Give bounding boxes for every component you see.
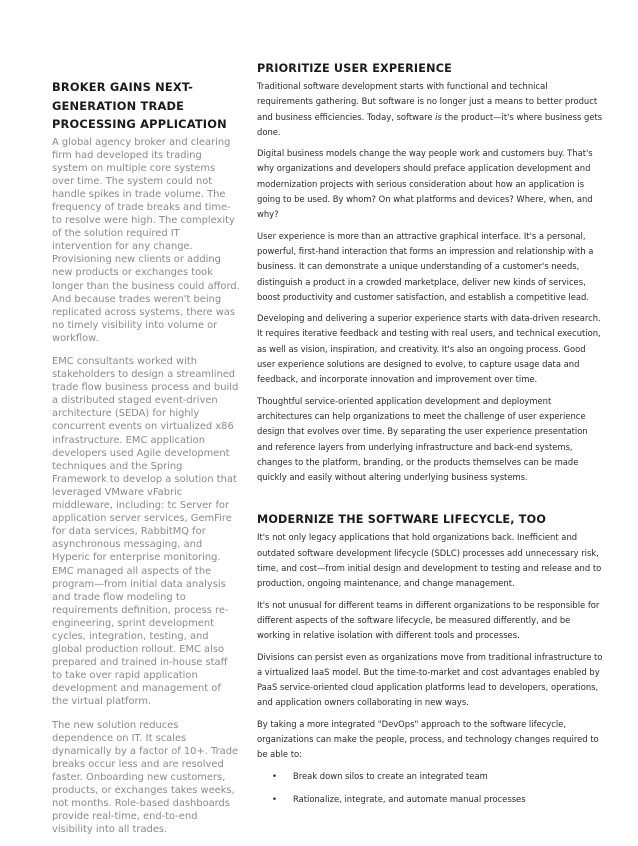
body-paragraph: Digital business models change the way people work and customers buy. That's why organizations and developers should preface application development and modernization projects with serious consideration about how an application is going to be used. By whom? On what platforms and devices? Where, when, and why? [257, 148, 593, 220]
section-heading-user-experience: PRIORITIZE USER EXPERIENCE [257, 62, 452, 75]
section-heading-software-lifecycle: MODERNIZE THE SOFTWARE LIFECYCLE, TOO [257, 513, 547, 527]
bullet-icon: • [272, 793, 277, 804]
main-content [257, 62, 603, 815]
emphasis-text: is [435, 111, 442, 122]
sidebar-paragraph: The new solution reduces dependence on IT. It scales dynamically by a factor of 10+. Trade breaks occur less and are resolved faster. Onboarding new customers, products, or exchanges takes weeks, not months. Role-based dashboards provide real-time, end-to-end visibility into all trades. [52, 719, 239, 836]
sidebar-heading-line1: BROKER GAINS NEXT- [52, 80, 194, 94]
body-paragraph: It's not only legacy applications that hold organizations back. Inefficient and outdated software development lifecycle (SDLC) processes add unnecessary risk, time, and cost—from initial design and development to testing and release and to production, ongoing maintenance, and change management. [257, 532, 602, 589]
body-paragraph: Thoughtful service-oriented application development and deployment architectures can help organizations to meet the challenge of user experience design that evolves over time. By separating the user experience presentation and reference layers from underlying infrastructure and back-end systems, changes to the platform, branding, or the products themselves can be made quickly and easily without altering underlying business systems. [257, 395, 588, 483]
sidebar-case-study [52, 78, 240, 846]
paragraph-text: the product—it's where business gets done. [257, 111, 603, 137]
bullet-icon: • [272, 770, 277, 781]
sidebar-paragraph: A global agency broker and clearing firm had developed its trading system on multiple core systems over time. The system could not handle spikes in trade volume. The frequency of trade breaks and time-to resolve were high. The complexity of the solution required IT intervention for any change. Provisioning new clients or adding new products or exchanges took longer than the business could afford. And because trades weren't being replicated across systems, there was no timely visibility into volume or workflow. [52, 136, 240, 344]
bullet-list [257, 769, 603, 808]
list-item [257, 769, 603, 784]
section-software-lifecycle [257, 513, 603, 807]
body-paragraph: Developing and delivering a superior experience starts with data-driven research. It requires iterative feedback and testing with real users, and technical execution, as well as vision, inspiration, and creativity. It's also an ongoing process. Good user experience solutions are designed to evolve, to capture usage data and feedback, and incorporate innovation and improvement over time. [257, 313, 601, 385]
body-paragraph: Divisions can persist even as organizations move from traditional infrastructure to a virtualized IaaS model. But the time-to-market and cost advantages enabled by PaaS service-oriented cloud application platforms lead to developers, operations, and application owners collaborating in new ways. [257, 651, 603, 708]
body-paragraph: By taking a more integrated "DevOps" approach to the software lifecycle, organizations can make the people, process, and technology changes required to be able to: [257, 718, 599, 760]
paragraph-text: Traditional software development starts with functional and technical requirements gathering. But software is no longer just a means to better product and business efficiencies. Today, software [257, 81, 598, 122]
list-item [257, 792, 603, 807]
sidebar-paragraph: EMC consultants worked with stakeholders to design a streamlined trade flow business process and build a distributed staged event-driven architecture (SEDA) for highly concurrent events on virtualized x86 infrastructure. EMC application developers used Agile development techniques and the Spring Framework to develop a solution that leveraged VMware vFabric middleware, including: tc Server for application server services, GemFire for data services, RabbitMQ for asynchronous messaging, and Hyperic for enterprise monitoring. EMC managed all aspects of the program—from initial data analysis and trade flow modeling to requirements definition, process re-engineering, sprint development cycles, integration, testing, and global production rollout. EMC also prepared and trained in-house staff to take over rapid application development and management of the virtual platform. [52, 356, 239, 708]
sidebar-heading-line2: GENERATION TRADE [52, 98, 185, 113]
body-paragraph [257, 79, 603, 140]
list-item-text: Break down silos to create an integrated team [293, 770, 488, 781]
body-paragraph: User experience is more than an attractive graphical interface. It's a personal, powerful, first-hand interaction that forms an impression and relationship with a business. It can demonstrate a unique understanding of a customer's needs, distinguish a product in a crowded marketplace, deliver new kinds of services, boost productivity and customer satisfaction, and establish a competitive lead. [257, 230, 594, 302]
body-paragraph: It's not unusual for different teams in different organizations to be responsible for different aspects of the software lifecycle, be measured differently, and be working in relative isolation with different tools and processes. [257, 599, 600, 641]
list-item-text: Rationalize, integrate, and automate manual processes [293, 793, 526, 804]
sidebar-heading [52, 78, 240, 134]
sidebar-heading-line3: PROCESSING APPLICATION [52, 117, 227, 131]
